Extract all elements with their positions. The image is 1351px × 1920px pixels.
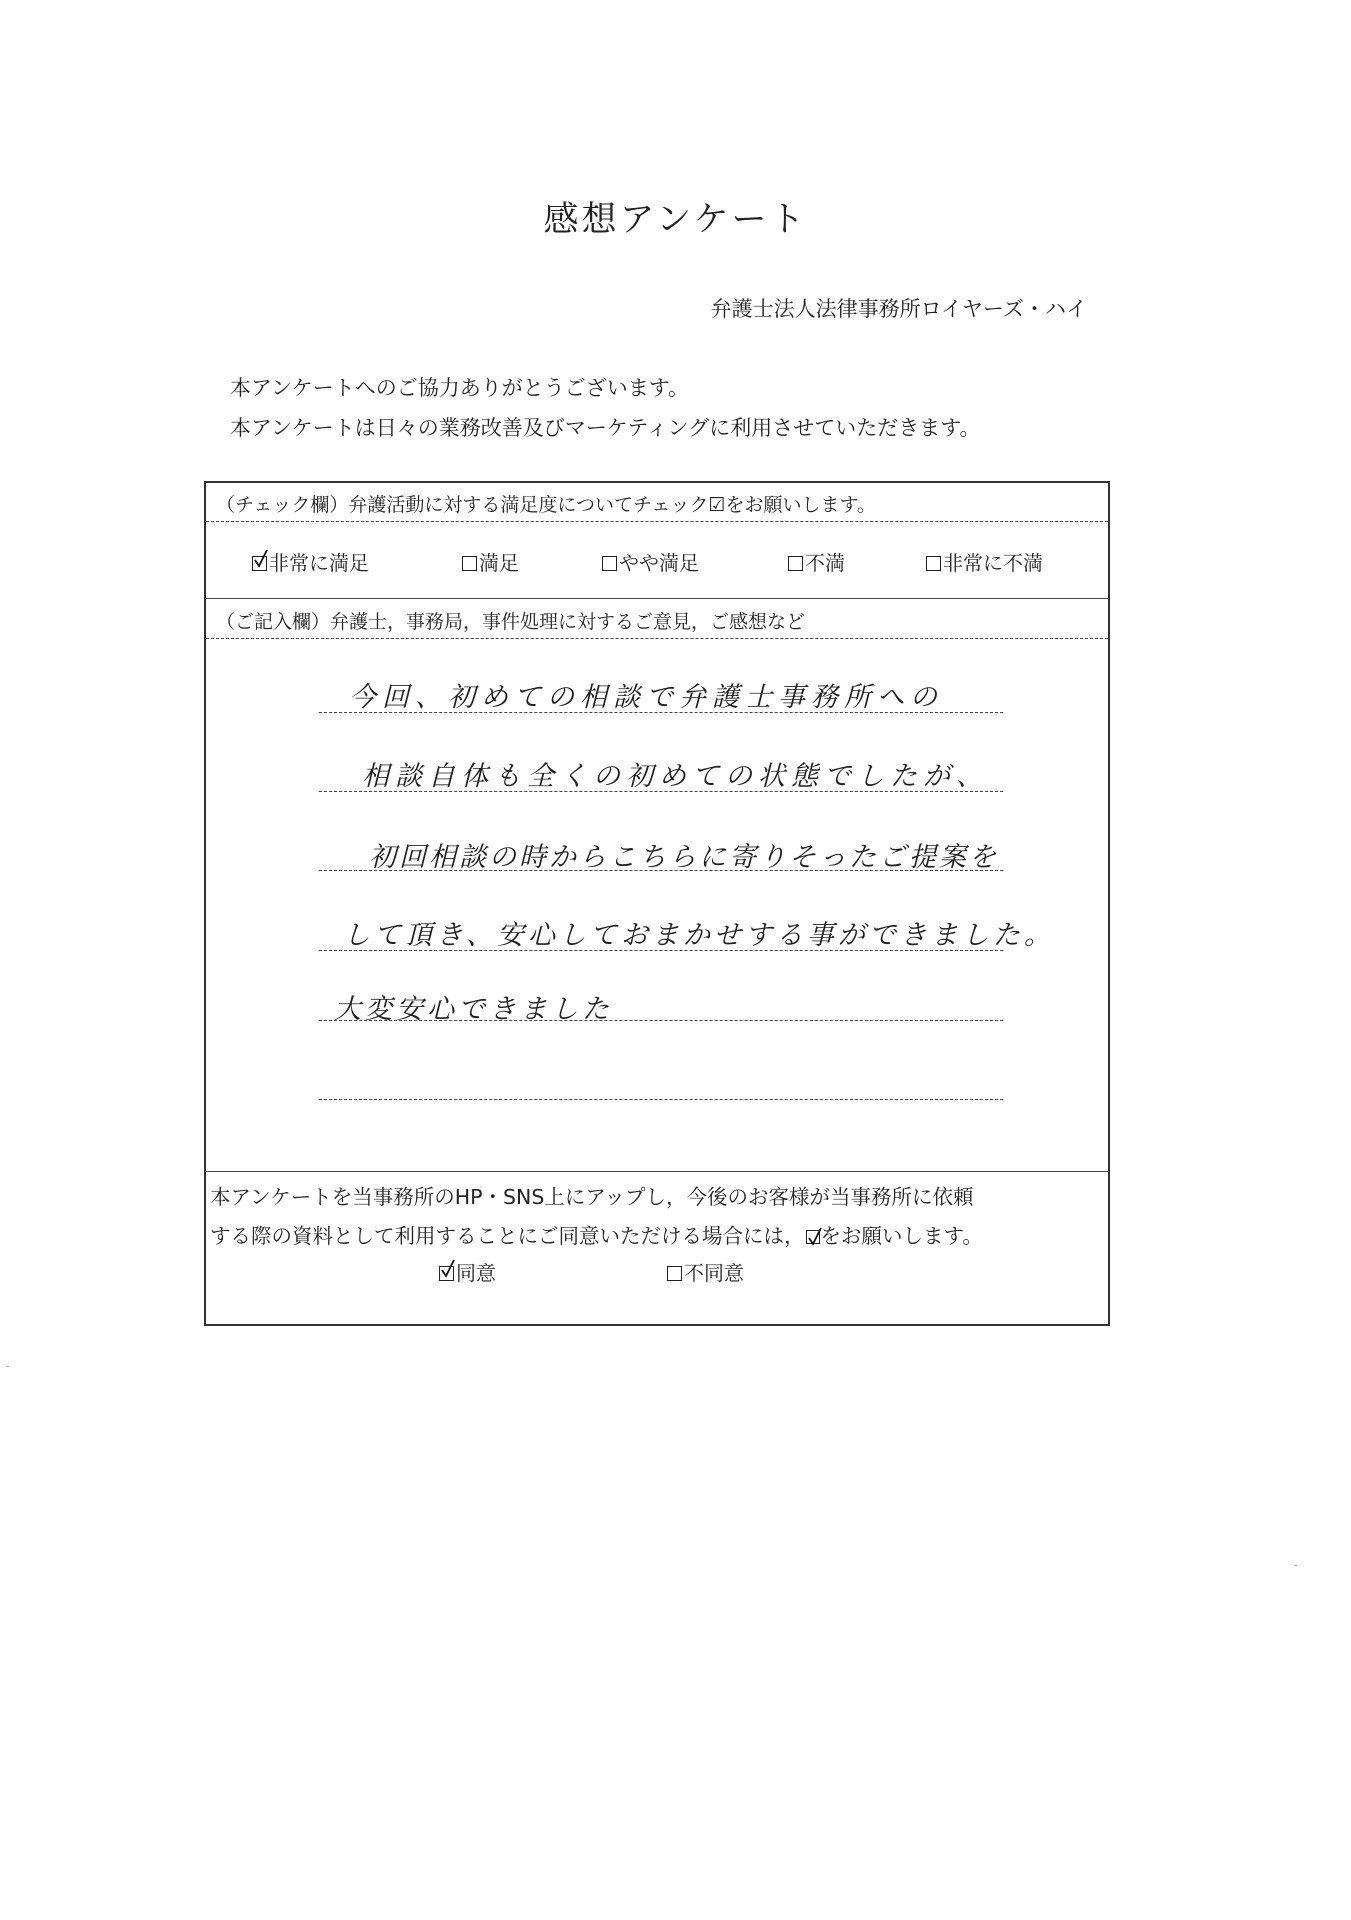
consent-text-after: をお願いします。 xyxy=(820,1224,983,1248)
intro-line-1: 本アンケートへのご協力ありがとうございます。 xyxy=(230,376,690,400)
option-somewhat-satisfied[interactable] xyxy=(602,547,699,576)
checkbox[interactable] xyxy=(462,556,477,571)
option-label: 同意 xyxy=(456,1261,496,1285)
checkbox[interactable] xyxy=(667,1266,682,1281)
option-label: 非常に不満 xyxy=(943,551,1043,575)
checkmark-icon xyxy=(254,550,268,570)
divider-solid xyxy=(206,598,1108,599)
handwritten-line-4: して頂き、安心しておまかせする事ができました。 xyxy=(343,920,1055,951)
comment-line xyxy=(319,870,1003,871)
checkmark-icon xyxy=(441,1260,455,1280)
checkbox[interactable] xyxy=(788,556,803,571)
option-very-dissatisfied[interactable] xyxy=(926,547,1043,576)
comments-heading: （ご記入欄）弁護士，事務局，事件処理に対するご意見，ご感想など xyxy=(216,611,806,633)
handwritten-line-3: 初回相談の時からこちらに寄りそったご提案を xyxy=(369,842,999,873)
firm-name: 弁護士法人法律事務所ロイヤーズ・ハイ xyxy=(710,297,1087,321)
option-disagree[interactable] xyxy=(667,1257,744,1286)
comment-line xyxy=(319,1099,1003,1100)
comment-line xyxy=(319,712,1003,713)
scan-speck xyxy=(6,1366,9,1367)
checkbox-checked-sample xyxy=(806,1230,820,1244)
option-label: 不同意 xyxy=(684,1261,744,1285)
divider-dashed xyxy=(206,521,1108,522)
option-satisfied[interactable] xyxy=(462,547,519,576)
divider-dashed xyxy=(206,638,1108,639)
survey-table xyxy=(204,481,1110,1326)
option-dissatisfied[interactable] xyxy=(788,547,845,576)
consent-text-line-2 xyxy=(210,1219,983,1249)
comment-line xyxy=(319,1020,1003,1021)
checkbox[interactable] xyxy=(926,556,941,571)
checkbox[interactable] xyxy=(602,556,617,571)
option-very-satisfied[interactable] xyxy=(252,547,369,576)
handwritten-line-1: 今回、初めての相談で弁護士事務所への xyxy=(349,682,943,713)
handwritten-line-5: 大変安心できました xyxy=(334,994,613,1025)
checkbox-checked[interactable] xyxy=(252,556,267,571)
consent-text-before: する際の資料として利用することにご同意いただける場合には， xyxy=(210,1224,805,1248)
handwritten-line-2: 相談自体も全くの初めての状態でしたが、 xyxy=(362,761,989,792)
checkbox-checked[interactable] xyxy=(439,1266,454,1281)
comment-line xyxy=(319,791,1003,792)
checkmark-icon xyxy=(808,1224,822,1244)
option-agree[interactable] xyxy=(439,1257,496,1286)
option-label: 満足 xyxy=(479,551,519,575)
divider-solid xyxy=(206,1171,1108,1172)
option-label: やや満足 xyxy=(619,551,699,575)
satisfaction-heading: （チェック欄）弁護活動に対する満足度についてチェック☑をお願いします。 xyxy=(216,494,876,516)
option-label: 不満 xyxy=(805,551,845,575)
scan-speck xyxy=(1294,1565,1297,1566)
page-title: 感想アンケート xyxy=(543,200,808,240)
option-label: 非常に満足 xyxy=(269,551,369,575)
consent-text-line-1: 本アンケートを当事務所のHP・SNS上にアップし，今後のお客様が当事務所に依頼 xyxy=(210,1185,974,1209)
comment-line xyxy=(319,950,1003,951)
intro-line-2: 本アンケートは日々の業務改善及びマーケティングに利用させていただきます。 xyxy=(230,416,981,440)
